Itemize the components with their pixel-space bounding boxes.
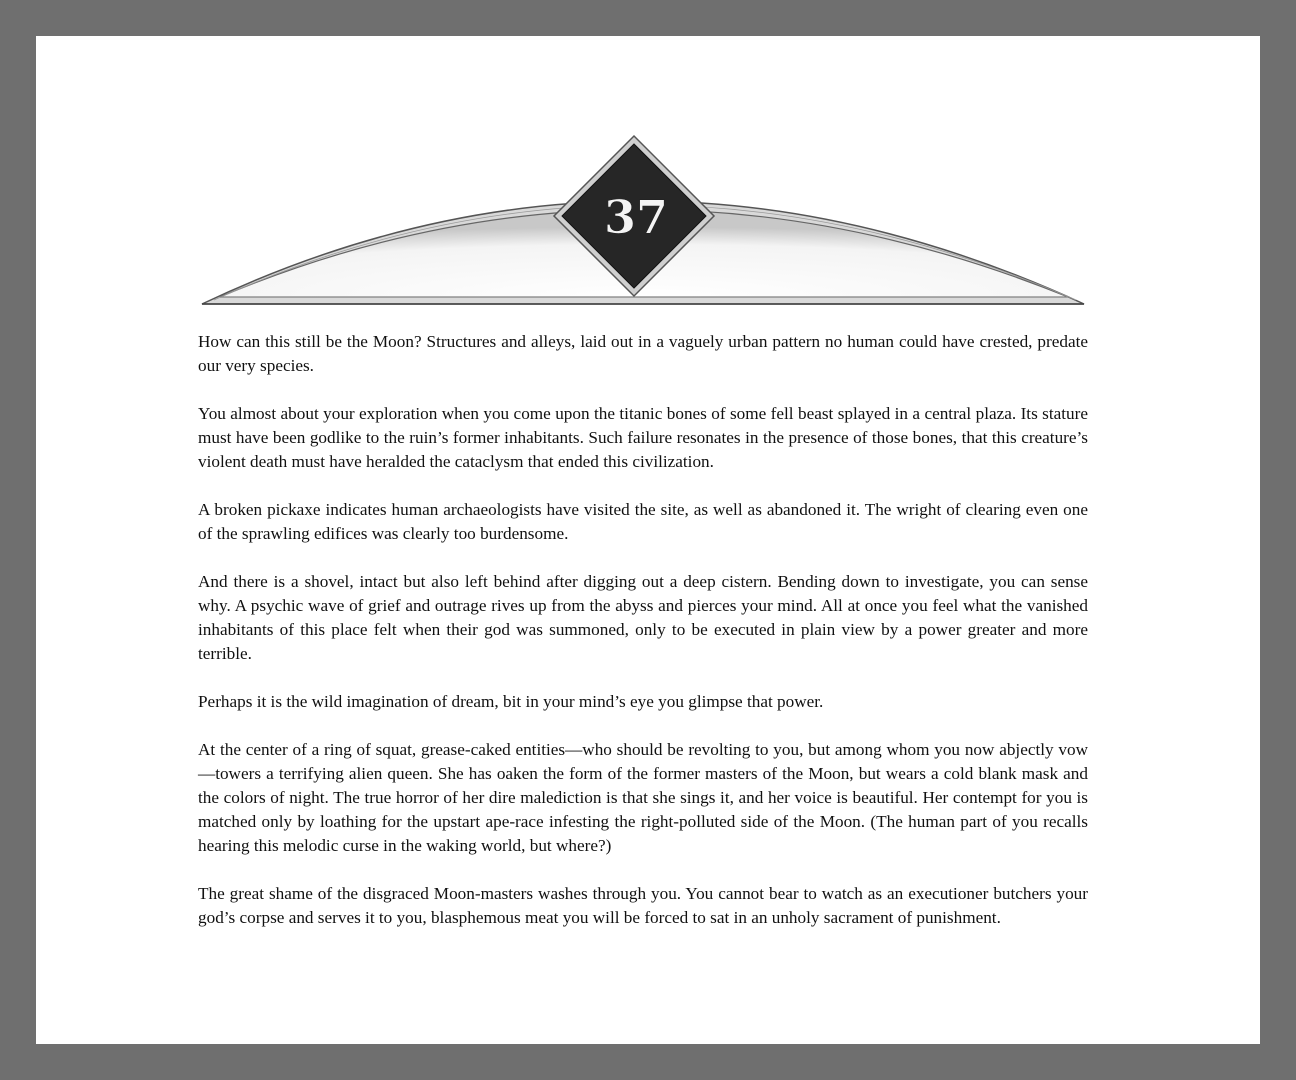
paragraph: Perhaps it is the wild imagination of dream, bit in your mind’s eye you glimpse that power. [198, 692, 824, 711]
chapter-header-arch [196, 126, 1096, 316]
paragraph: A broken pickaxe indicates human archaeologists have visited the site, as well as abandoned it. The wright of clearing even one of the sprawling edifices was clearly too burdensome. [198, 500, 1088, 543]
page [36, 36, 1260, 1044]
paragraph: You almost about your exploration when you come upon the titanic bones of some fell beast splayed in a central plaza. Its stature must have been godlike to the ruin’s former inhabitants. Such failure resonates in the presence of those bones, that this creature’s violent death must have heralded the cataclysm that ended this civilization. [198, 404, 1088, 471]
arch-illustration [196, 126, 1096, 316]
chapter-number: 37 [603, 190, 669, 244]
paragraph: The great shame of the disgraced Moon-masters washes through you. You cannot bear to watch as an executioner butchers your god’s corpse and serves it to you, blasphemous meat you will be forced to sat in an unholy sacrament of punishment. [198, 884, 1088, 927]
story-text [198, 330, 1088, 954]
paragraph: At the center of a ring of squat, grease-caked entities—who should be revolting to you, but among whom you now abjectly vow—towers a terrifying alien queen. She has oaken the form of the former masters of the Moon, but wears a cold blank mask and the colors of night. The true horror of her dire malediction is that she sings it, and her voice is beautiful. Her contempt for you is matched only by loathing for the upstart ape-race infesting the right-polluted side of the Moon. (The human part of you recalls hearing this melodic curse in the waking world, but where?) [198, 740, 1088, 855]
paragraph: How can this still be the Moon? Structures and alleys, laid out in a vaguely urban pattern no human could have crested, predate our very species. [198, 332, 1088, 375]
paragraph: And there is a shovel, intact but also left behind after digging out a deep cistern. Bending down to investigate, you can sense why. A psychic wave of grief and outrage rives up from the abyss and pierces your mind. All at once you feel what the vanished inhabitants of this place felt when their god was summoned, only to be executed in plain view by a power greater and more terrible. [198, 572, 1088, 663]
